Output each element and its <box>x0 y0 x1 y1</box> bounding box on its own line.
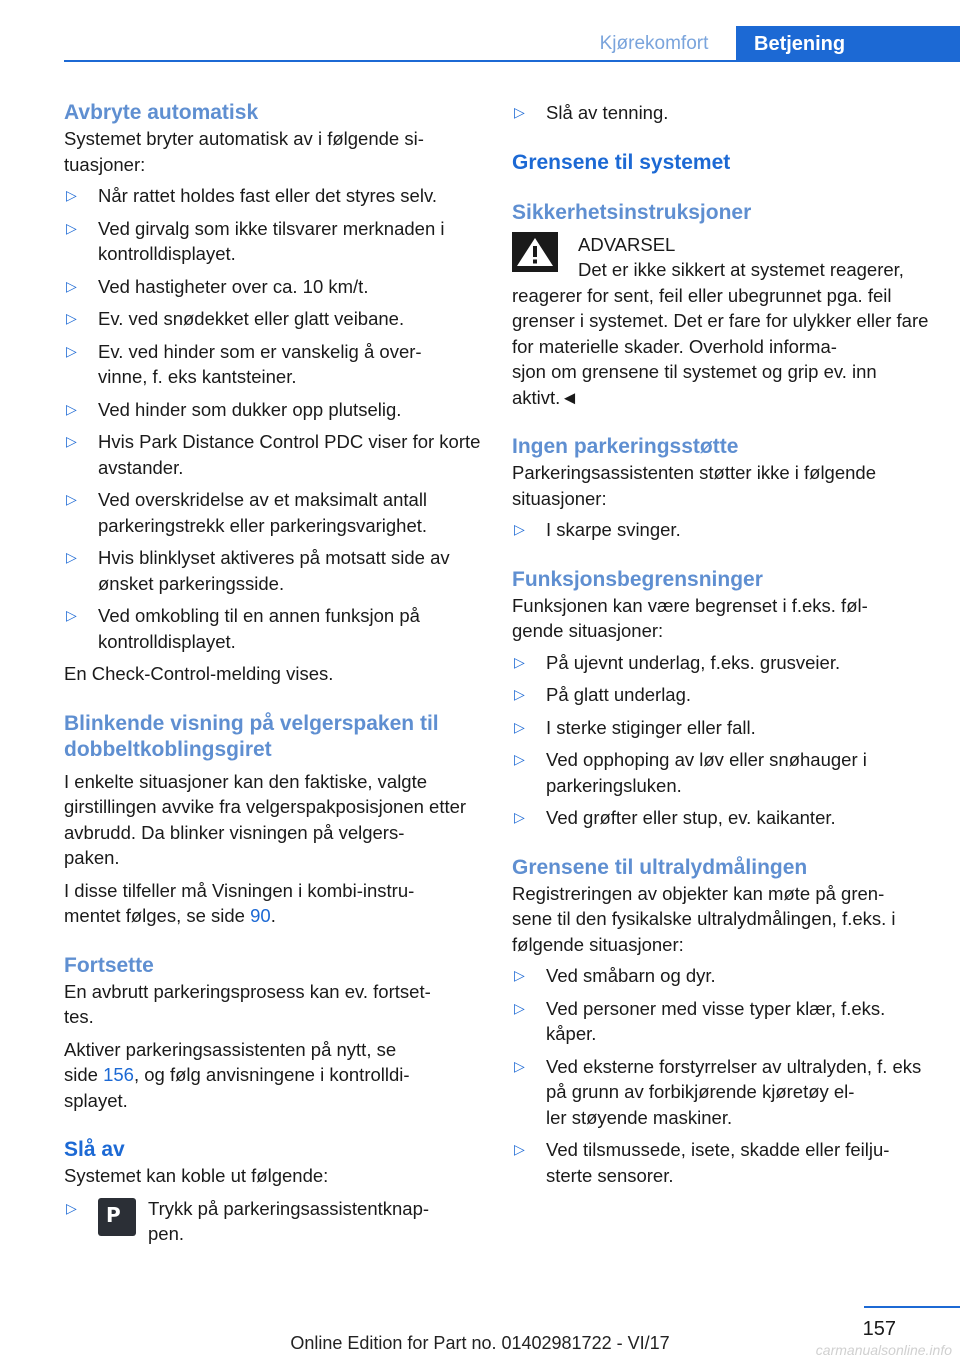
page-link-90[interactable]: 90 <box>250 905 271 926</box>
text: I disse tilfeller må Visningen i kombi-instru- mentet følges, se side <box>64 879 415 926</box>
list-item: ▷ Ved girvalg som ikke tilsvarer merknaden i kontrolldisplayet. <box>64 216 482 267</box>
chapter-tab: Betjening <box>736 26 960 62</box>
list-item: ▷ Hvis blinklyset aktiveres på motsatt side av ønsket parkeringsside. <box>64 545 482 596</box>
list-item: ▷ Ved omkobling til en annen funksjon på kontrolldisplayet. <box>64 603 482 654</box>
paragraph: En Check-Control-melding vises. <box>64 663 334 684</box>
paragraph: Systemet bryter automatisk av i følgende si- tuasjoner: <box>64 128 424 175</box>
heading-grensene-til-ultralydmalingen: Grensene til ultralydmålingen <box>512 855 808 879</box>
paragraph <box>64 1037 482 1114</box>
text: Aktiver parkeringsassistenten på nytt, se side <box>64 1038 397 1085</box>
paragraph: En avbrutt parkeringsprosess kan ev. fortset- tes. <box>64 980 431 1027</box>
bullet-list <box>512 517 932 543</box>
bullet-list <box>64 183 482 654</box>
bullet-list <box>64 1196 482 1247</box>
text: . <box>270 905 276 926</box>
list-item-text: Trykk på parkeringsassistentknap- pen. <box>148 1197 430 1244</box>
left-column <box>64 100 482 1247</box>
header-rule <box>64 60 960 62</box>
heading-avbryte-automatisk: Avbryte automatisk <box>64 101 259 124</box>
list-item: ▷ Ev. ved snødekket eller glatt veibane. <box>64 306 482 332</box>
bullet-list <box>512 100 932 126</box>
warning-block <box>512 232 932 411</box>
right-column <box>512 100 932 1188</box>
list-item: ▷ Ved eksterne forstyrrelser av ultralyden, f. eks på grunn av forbikjørende kjøretøy el- ler støyende maskiner. <box>512 1054 932 1131</box>
list-item: ▷ Når rattet holdes fast eller det styres selv. <box>64 183 482 209</box>
list-item: ▷ Ved overskridelse av et maksimalt antall parkeringstrekk eller parkeringsvarighet. <box>64 487 482 538</box>
paragraph: I enkelte situasjoner kan den faktiske, valgte girstillingen avvike fra velgerspakposisjonen etter avbrudd. Da blinker visningen på velgers- paken. <box>64 770 467 868</box>
list-item: ▷ Ved grøfter eller stup, ev. kaikanter. <box>512 805 932 831</box>
paragraph <box>64 878 482 929</box>
heading-funksjonsbegrensninger: Funksjonsbegrensninger <box>512 567 763 591</box>
list-item: ▷ I sterke stiginger eller fall. <box>512 715 932 741</box>
heading-ingen-parkeringsstotte: Ingen parkeringsstøtte <box>512 435 739 458</box>
page-number: 157 <box>862 1318 896 1340</box>
footer-rule <box>864 1306 960 1308</box>
bullet-list <box>512 963 932 1188</box>
section-tab: Kjørekomfort <box>599 33 709 54</box>
list-item: ▷ Ved småbarn og dyr. <box>512 963 932 989</box>
heading-sikkerhetsinstruksjoner: Sikkerhetsinstruksjoner <box>512 200 752 224</box>
paragraph: Systemet kan koble ut følgende: <box>64 1165 329 1186</box>
parking-assistant-button-icon: ▷ P <box>98 1198 136 1236</box>
paragraph: Funksjonen kan være begrenset i f.eks. føl- gende situasjoner: <box>512 594 868 641</box>
list-item: ▷ Ved hinder som dukker opp plutselig. <box>64 397 482 423</box>
bullet-list <box>512 650 932 831</box>
page-header <box>0 0 960 62</box>
list-item: ▷ Slå av tenning. <box>512 100 932 126</box>
heading-blinkende-visning: Blinkende visning på velgerspaken til dobbeltkoblingsgiret <box>64 711 439 761</box>
list-item: ▷ Hvis Park Distance Control PDC viser for korte avstander. <box>64 429 482 480</box>
list-item: ▷ Ved hastigheter over ca. 10 km/t. <box>64 274 482 300</box>
list-item: ▷ Ved opphoping av løv eller snøhauger i parkeringsluken. <box>512 747 932 798</box>
paragraph: Registreringen av objekter kan møte på gren- sene til den fysikalske ultralydmålingen, f.eks. i følgende situasjoner: <box>512 882 896 955</box>
list-item: ▷ På glatt underlag. <box>512 682 932 708</box>
list-item: ▷ På ujevnt underlag, f.eks. grusveier. <box>512 650 932 676</box>
warning-triangle-icon <box>512 232 558 272</box>
heading-sla-av: Slå av <box>64 1138 125 1161</box>
warning-text: reagerer for sent, feil eller ubegrunnet pga. feil grenser i systemet. Det er fare for ulykker eller fare for materielle skader. Overhold informa- sjon om grensene til systemet og grip ev. inn aktivt.◄ <box>512 284 929 408</box>
list-item: ▷ I skarpe svinger. <box>512 517 932 543</box>
edition-note: Online Edition for Part no. 01402981722 - VI/17 <box>290 1333 670 1353</box>
heading-grensene-til-systemet: Grensene til systemet <box>512 150 731 174</box>
paragraph: Parkeringsassistenten støtter ikke i følgende situasjoner: <box>512 462 876 509</box>
page-link-156[interactable]: 156 <box>103 1064 134 1085</box>
warning-label: ADVARSEL <box>578 233 676 255</box>
warning-text: Det er ikke sikkert at systemet reagerer, <box>578 259 904 280</box>
text: , og følg anvisningene i kontrolldi- splayet. <box>64 1064 410 1111</box>
list-item: ▷ Ved personer med visse typer klær, f.eks. kåper. <box>512 996 932 1047</box>
list-item: ▷ Ved tilsmussede, isete, skadde eller feilju- sterte sensorer. <box>512 1137 932 1188</box>
list-item: ▷ Ev. ved hinder som er vanskelig å over- vinne, f. eks kantsteiner. <box>64 339 482 390</box>
list-item <box>64 1196 482 1247</box>
watermark: carmanualsonline.info <box>815 1342 952 1358</box>
heading-fortsette: Fortsette <box>64 953 154 977</box>
